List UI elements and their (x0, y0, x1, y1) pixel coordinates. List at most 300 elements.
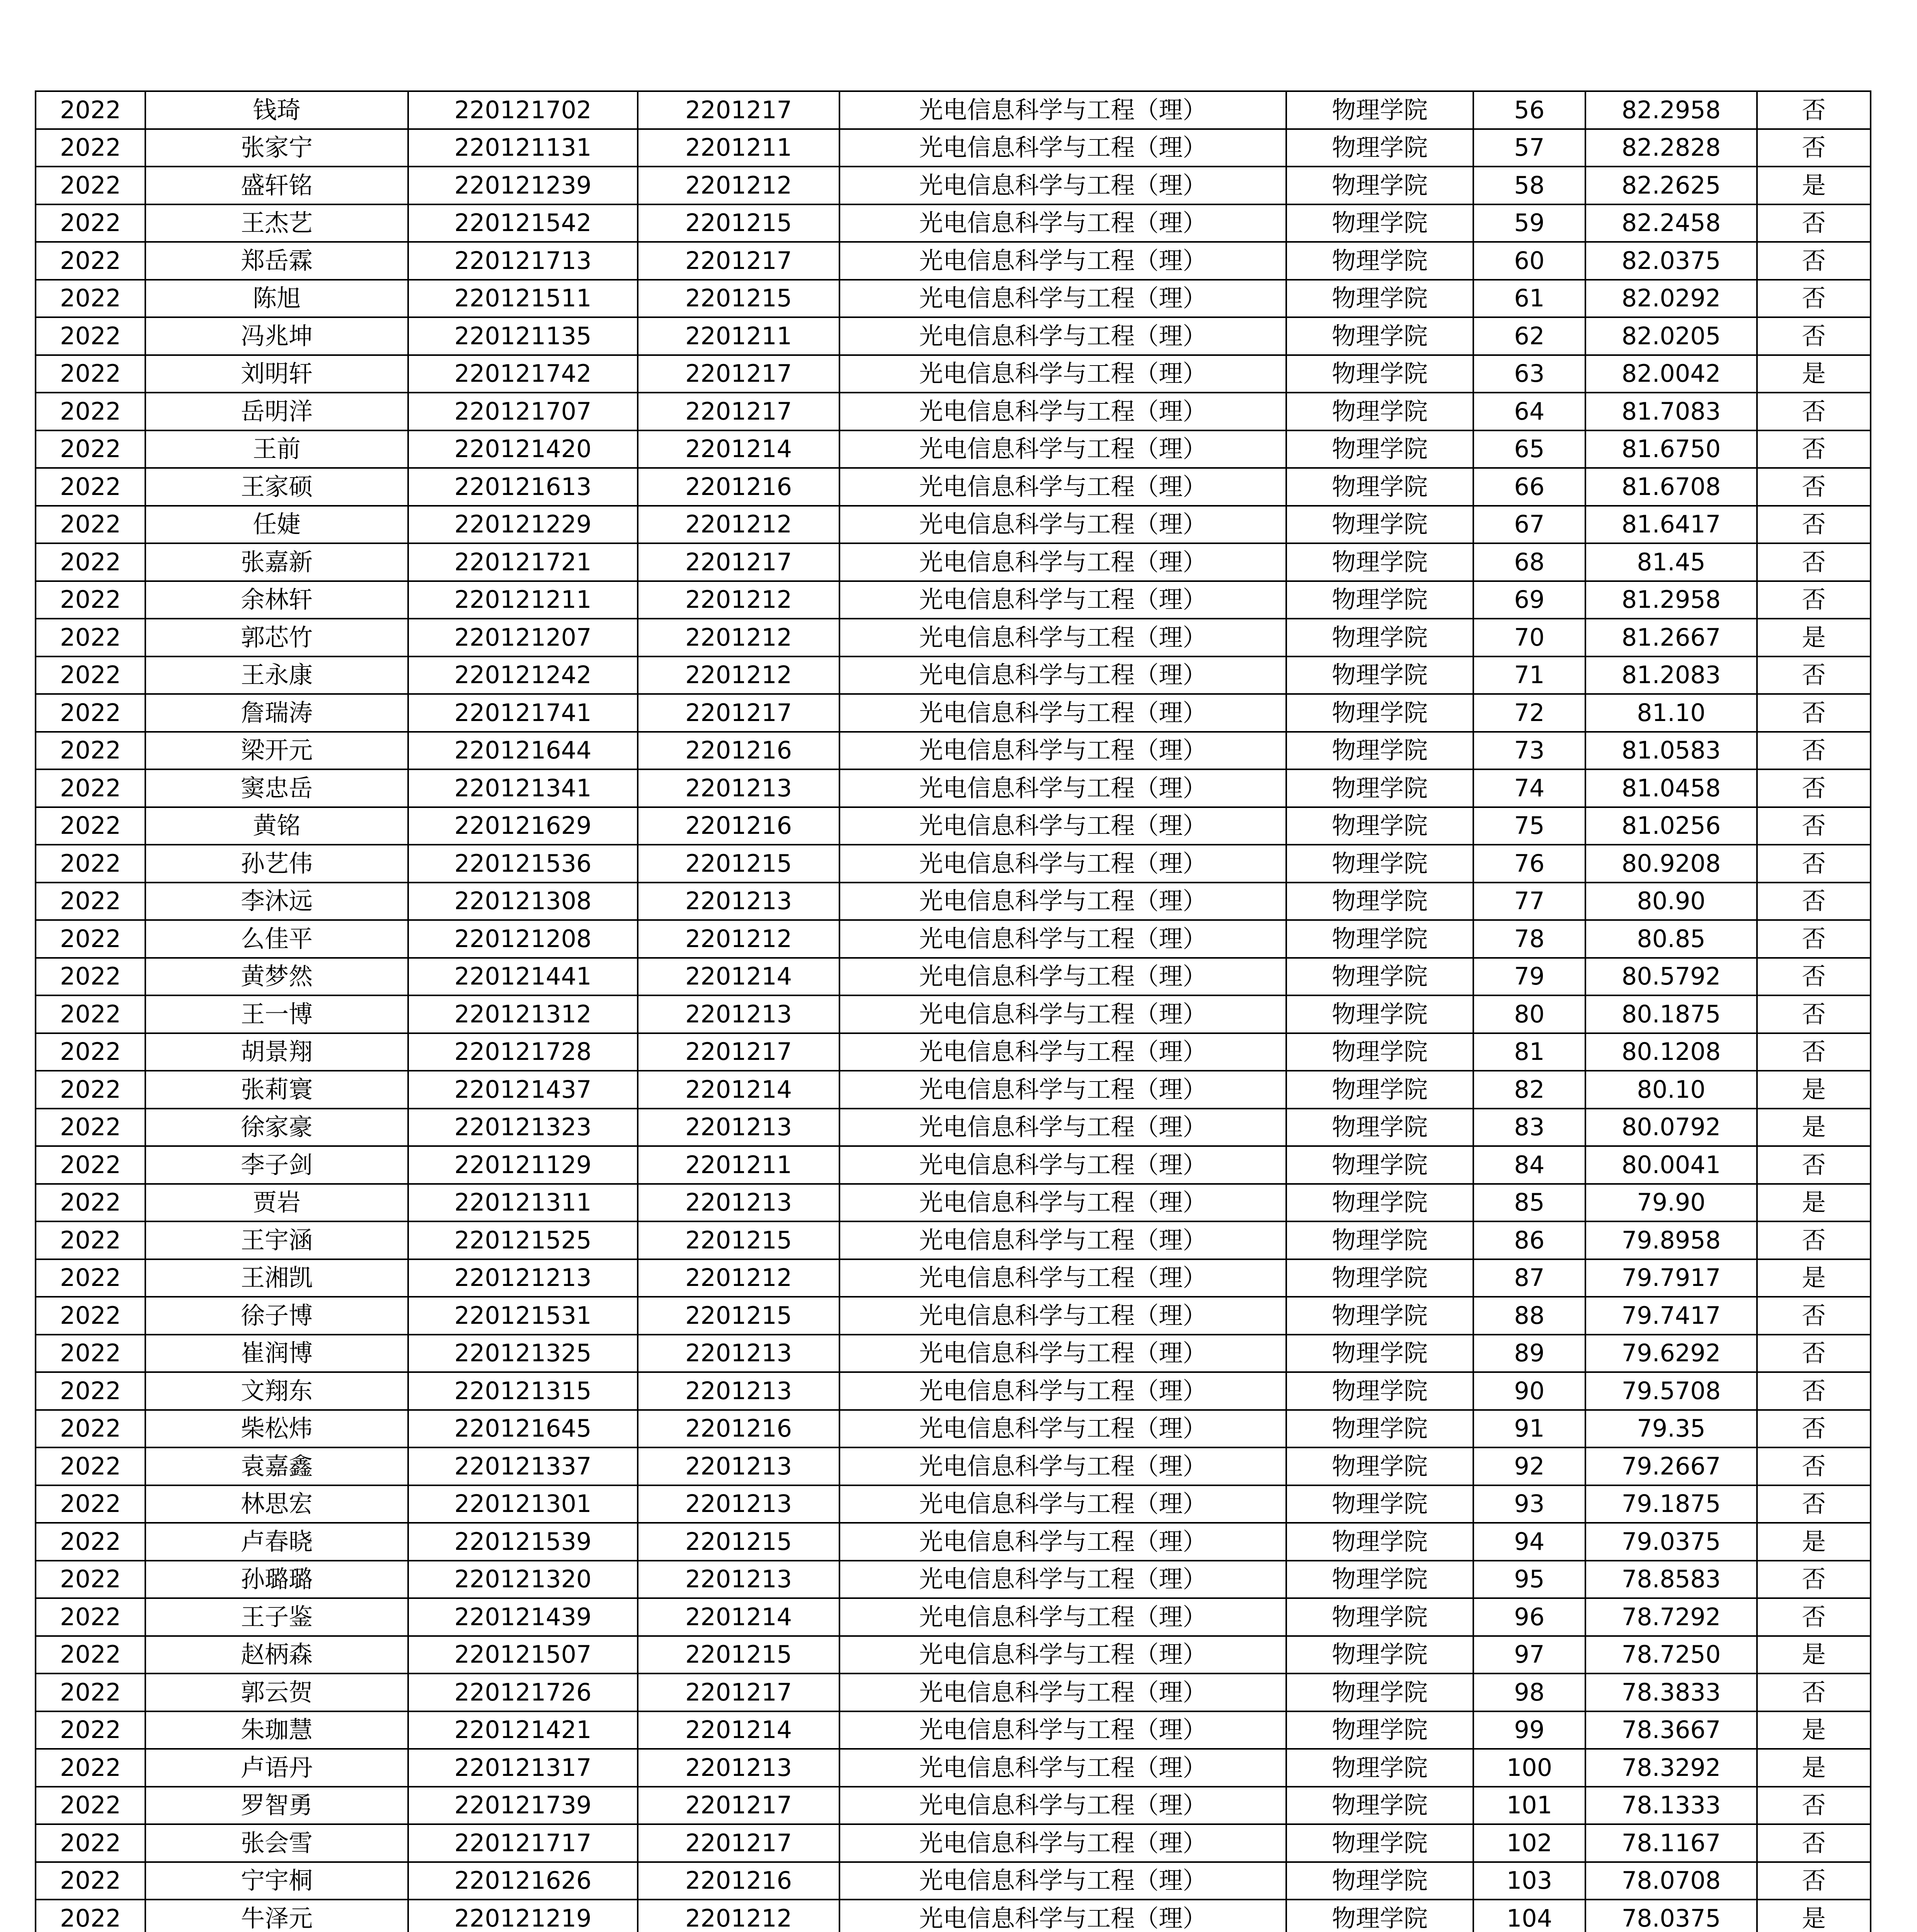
score-cell: 78.3667 (1585, 1711, 1757, 1749)
class-id-cell: 2201217 (638, 694, 839, 732)
year-cell: 2022 (36, 506, 145, 544)
year-cell: 2022 (36, 242, 145, 280)
year-cell: 2022 (36, 1184, 145, 1222)
rank-cell: 66 (1473, 468, 1585, 506)
table-row (36, 204, 1871, 242)
class-id-cell: 2201213 (638, 1561, 839, 1599)
score-cell: 80.1875 (1585, 995, 1757, 1033)
score-cell: 78.3833 (1585, 1673, 1757, 1711)
table-row (36, 1711, 1871, 1749)
student-id-cell: 220121129 (408, 1146, 638, 1184)
college-cell: 物理学院 (1286, 581, 1473, 619)
flag-cell: 否 (1757, 468, 1871, 506)
college-cell: 物理学院 (1286, 619, 1473, 656)
score-cell: 79.0375 (1585, 1523, 1757, 1561)
student-id-cell: 220121507 (408, 1636, 638, 1674)
score-cell: 82.0042 (1585, 355, 1757, 393)
score-cell: 78.7292 (1585, 1598, 1757, 1636)
flag-cell: 否 (1757, 1221, 1871, 1259)
name-cell: 黄梦然 (145, 958, 408, 996)
college-cell: 物理学院 (1286, 1146, 1473, 1184)
major-cell: 光电信息科学与工程（理） (839, 355, 1286, 393)
name-cell: 王湘凯 (145, 1259, 408, 1297)
score-cell: 82.2828 (1585, 129, 1757, 167)
year-cell: 2022 (36, 581, 145, 619)
student-id-cell: 220121311 (408, 1184, 638, 1222)
score-cell: 79.35 (1585, 1410, 1757, 1448)
flag-cell: 否 (1757, 1598, 1871, 1636)
flag-cell: 否 (1757, 1297, 1871, 1335)
score-cell: 80.0792 (1585, 1109, 1757, 1146)
college-cell: 物理学院 (1286, 242, 1473, 280)
score-cell: 81.6708 (1585, 468, 1757, 506)
flag-cell: 否 (1757, 204, 1871, 242)
score-cell: 81.6417 (1585, 506, 1757, 544)
class-id-cell: 2201216 (638, 1862, 839, 1900)
rank-cell: 80 (1473, 995, 1585, 1033)
student-id-cell: 220121742 (408, 355, 638, 393)
table-row (36, 1410, 1871, 1448)
class-id-cell: 2201217 (638, 393, 839, 430)
rank-cell: 78 (1473, 920, 1585, 958)
score-cell: 78.0375 (1585, 1900, 1757, 1932)
name-cell: 孙艺伟 (145, 845, 408, 883)
major-cell: 光电信息科学与工程（理） (839, 1787, 1286, 1825)
flag-cell: 否 (1757, 1335, 1871, 1372)
flag-cell: 是 (1757, 1184, 1871, 1222)
class-id-cell: 2201213 (638, 1335, 839, 1372)
ranking-table (35, 90, 1871, 1932)
name-cell: 张会雪 (145, 1824, 408, 1862)
student-id-cell: 220121629 (408, 807, 638, 845)
score-cell: 81.0458 (1585, 769, 1757, 807)
name-cell: 李沐远 (145, 883, 408, 920)
name-cell: 袁嘉鑫 (145, 1447, 408, 1485)
class-id-cell: 2201215 (638, 1297, 839, 1335)
table-row (36, 317, 1871, 355)
college-cell: 物理学院 (1286, 1561, 1473, 1599)
rank-cell: 75 (1473, 807, 1585, 845)
college-cell: 物理学院 (1286, 468, 1473, 506)
rank-cell: 62 (1473, 317, 1585, 355)
major-cell: 光电信息科学与工程（理） (839, 393, 1286, 430)
class-id-cell: 2201211 (638, 317, 839, 355)
rank-cell: 58 (1473, 167, 1585, 204)
major-cell: 光电信息科学与工程（理） (839, 1862, 1286, 1900)
rank-cell: 87 (1473, 1259, 1585, 1297)
college-cell: 物理学院 (1286, 355, 1473, 393)
name-cell: 岳明洋 (145, 393, 408, 430)
major-cell: 光电信息科学与工程（理） (839, 1033, 1286, 1071)
college-cell: 物理学院 (1286, 1900, 1473, 1932)
class-id-cell: 2201217 (638, 1673, 839, 1711)
score-cell: 79.90 (1585, 1184, 1757, 1222)
class-id-cell: 2201211 (638, 1146, 839, 1184)
name-cell: 贾岩 (145, 1184, 408, 1222)
college-cell: 物理学院 (1286, 1184, 1473, 1222)
class-id-cell: 2201212 (638, 656, 839, 694)
table-row (36, 1900, 1871, 1932)
score-cell: 79.7917 (1585, 1259, 1757, 1297)
score-cell: 78.1167 (1585, 1824, 1757, 1862)
rank-cell: 72 (1473, 694, 1585, 732)
college-cell: 物理学院 (1286, 506, 1473, 544)
name-cell: 张嘉新 (145, 543, 408, 581)
student-id-cell: 220121613 (408, 468, 638, 506)
student-id-cell: 220121229 (408, 506, 638, 544)
flag-cell: 否 (1757, 1787, 1871, 1825)
score-cell: 82.2458 (1585, 204, 1757, 242)
rank-cell: 59 (1473, 204, 1585, 242)
flag-cell: 否 (1757, 920, 1871, 958)
major-cell: 光电信息科学与工程（理） (839, 1184, 1286, 1222)
name-cell: 赵柄森 (145, 1636, 408, 1674)
year-cell: 2022 (36, 1335, 145, 1372)
table-row (36, 543, 1871, 581)
rank-cell: 71 (1473, 656, 1585, 694)
class-id-cell: 2201215 (638, 1636, 839, 1674)
year-cell: 2022 (36, 468, 145, 506)
major-cell: 光电信息科学与工程（理） (839, 1900, 1286, 1932)
table-row (36, 1561, 1871, 1599)
year-cell: 2022 (36, 91, 145, 129)
name-cell: 余林轩 (145, 581, 408, 619)
table-row (36, 1071, 1871, 1109)
flag-cell: 否 (1757, 506, 1871, 544)
year-cell: 2022 (36, 1033, 145, 1071)
rank-cell: 93 (1473, 1485, 1585, 1523)
name-cell: 徐家豪 (145, 1109, 408, 1146)
class-id-cell: 2201213 (638, 1372, 839, 1410)
flag-cell: 是 (1757, 1749, 1871, 1787)
college-cell: 物理学院 (1286, 1598, 1473, 1636)
score-cell: 81.45 (1585, 543, 1757, 581)
major-cell: 光电信息科学与工程（理） (839, 204, 1286, 242)
student-id-cell: 220121131 (408, 129, 638, 167)
name-cell: 徐子博 (145, 1297, 408, 1335)
year-cell: 2022 (36, 1410, 145, 1448)
name-cell: 张家宁 (145, 129, 408, 167)
rank-cell: 89 (1473, 1335, 1585, 1372)
flag-cell: 是 (1757, 1711, 1871, 1749)
table-row (36, 769, 1871, 807)
rank-cell: 97 (1473, 1636, 1585, 1674)
rank-cell: 91 (1473, 1410, 1585, 1448)
college-cell: 物理学院 (1286, 1485, 1473, 1523)
student-id-cell: 220121301 (408, 1485, 638, 1523)
class-id-cell: 2201212 (638, 506, 839, 544)
table-row (36, 656, 1871, 694)
college-cell: 物理学院 (1286, 393, 1473, 430)
college-cell: 物理学院 (1286, 1071, 1473, 1109)
year-cell: 2022 (36, 995, 145, 1033)
major-cell: 光电信息科学与工程（理） (839, 1824, 1286, 1862)
class-id-cell: 2201215 (638, 1221, 839, 1259)
flag-cell: 是 (1757, 1523, 1871, 1561)
class-id-cell: 2201217 (638, 91, 839, 129)
college-cell: 物理学院 (1286, 694, 1473, 732)
class-id-cell: 2201216 (638, 468, 839, 506)
name-cell: 陈旭 (145, 280, 408, 318)
student-id-cell: 220121726 (408, 1673, 638, 1711)
college-cell: 物理学院 (1286, 1711, 1473, 1749)
table-row (36, 1372, 1871, 1410)
name-cell: 牛泽元 (145, 1900, 408, 1932)
table-row (36, 883, 1871, 920)
rank-cell: 98 (1473, 1673, 1585, 1711)
year-cell: 2022 (36, 1561, 145, 1599)
class-id-cell: 2201214 (638, 958, 839, 996)
major-cell: 光电信息科学与工程（理） (839, 1372, 1286, 1410)
rank-cell: 100 (1473, 1749, 1585, 1787)
year-cell: 2022 (36, 1221, 145, 1259)
student-id-cell: 220121208 (408, 920, 638, 958)
major-cell: 光电信息科学与工程（理） (839, 732, 1286, 770)
major-cell: 光电信息科学与工程（理） (839, 1523, 1286, 1561)
year-cell: 2022 (36, 1485, 145, 1523)
year-cell: 2022 (36, 1787, 145, 1825)
year-cell: 2022 (36, 1259, 145, 1297)
student-id-cell: 220121315 (408, 1372, 638, 1410)
year-cell: 2022 (36, 883, 145, 920)
year-cell: 2022 (36, 393, 145, 430)
rank-cell: 65 (1473, 430, 1585, 468)
year-cell: 2022 (36, 1071, 145, 1109)
table-row (36, 1447, 1871, 1485)
major-cell: 光电信息科学与工程（理） (839, 995, 1286, 1033)
year-cell: 2022 (36, 958, 145, 996)
name-cell: 朱珈慧 (145, 1711, 408, 1749)
rank-cell: 74 (1473, 769, 1585, 807)
college-cell: 物理学院 (1286, 167, 1473, 204)
college-cell: 物理学院 (1286, 1749, 1473, 1787)
score-cell: 78.1333 (1585, 1787, 1757, 1825)
year-cell: 2022 (36, 355, 145, 393)
college-cell: 物理学院 (1286, 883, 1473, 920)
major-cell: 光电信息科学与工程（理） (839, 468, 1286, 506)
class-id-cell: 2201216 (638, 732, 839, 770)
class-id-cell: 2201217 (638, 543, 839, 581)
major-cell: 光电信息科学与工程（理） (839, 694, 1286, 732)
table-row (36, 1033, 1871, 1071)
major-cell: 光电信息科学与工程（理） (839, 1146, 1286, 1184)
score-cell: 82.2625 (1585, 167, 1757, 204)
class-id-cell: 2201217 (638, 1033, 839, 1071)
rank-cell: 79 (1473, 958, 1585, 996)
score-cell: 81.10 (1585, 694, 1757, 732)
table-row (36, 1636, 1871, 1674)
student-id-cell: 220121341 (408, 769, 638, 807)
rank-cell: 81 (1473, 1033, 1585, 1071)
rank-cell: 82 (1473, 1071, 1585, 1109)
flag-cell: 否 (1757, 769, 1871, 807)
college-cell: 物理学院 (1286, 543, 1473, 581)
college-cell: 物理学院 (1286, 1523, 1473, 1561)
flag-cell: 否 (1757, 1824, 1871, 1862)
name-cell: 孙璐璐 (145, 1561, 408, 1599)
score-cell: 79.8958 (1585, 1221, 1757, 1259)
student-id-cell: 220121207 (408, 619, 638, 656)
flag-cell: 是 (1757, 619, 1871, 656)
college-cell: 物理学院 (1286, 129, 1473, 167)
student-id-cell: 220121728 (408, 1033, 638, 1071)
name-cell: 胡景翔 (145, 1033, 408, 1071)
year-cell: 2022 (36, 1673, 145, 1711)
name-cell: 王一博 (145, 995, 408, 1033)
year-cell: 2022 (36, 1749, 145, 1787)
student-id-cell: 220121211 (408, 581, 638, 619)
table-row (36, 581, 1871, 619)
name-cell: 郭芯竹 (145, 619, 408, 656)
class-id-cell: 2201215 (638, 280, 839, 318)
class-id-cell: 2201216 (638, 1410, 839, 1448)
class-id-cell: 2201211 (638, 129, 839, 167)
college-cell: 物理学院 (1286, 1033, 1473, 1071)
student-id-cell: 220121644 (408, 732, 638, 770)
student-id-cell: 220121308 (408, 883, 638, 920)
class-id-cell: 2201214 (638, 1711, 839, 1749)
score-cell: 80.5792 (1585, 958, 1757, 996)
student-id-cell: 220121312 (408, 995, 638, 1033)
student-id-cell: 220121337 (408, 1447, 638, 1485)
score-cell: 79.7417 (1585, 1297, 1757, 1335)
year-cell: 2022 (36, 317, 145, 355)
table-body (36, 91, 1871, 1932)
name-cell: 卢春晓 (145, 1523, 408, 1561)
rank-cell: 56 (1473, 91, 1585, 129)
score-cell: 82.0205 (1585, 317, 1757, 355)
name-cell: 王子鉴 (145, 1598, 408, 1636)
name-cell: 刘明轩 (145, 355, 408, 393)
major-cell: 光电信息科学与工程（理） (839, 619, 1286, 656)
table-row (36, 1673, 1871, 1711)
rank-cell: 61 (1473, 280, 1585, 318)
flag-cell: 否 (1757, 543, 1871, 581)
student-id-cell: 220121239 (408, 167, 638, 204)
year-cell: 2022 (36, 1900, 145, 1932)
name-cell: 文翔东 (145, 1372, 408, 1410)
college-cell: 物理学院 (1286, 280, 1473, 318)
rank-cell: 60 (1473, 242, 1585, 280)
table-row (36, 619, 1871, 656)
score-cell: 78.8583 (1585, 1561, 1757, 1599)
year-cell: 2022 (36, 1636, 145, 1674)
class-id-cell: 2201215 (638, 1523, 839, 1561)
year-cell: 2022 (36, 1109, 145, 1146)
student-id-cell: 220121320 (408, 1561, 638, 1599)
flag-cell: 否 (1757, 280, 1871, 318)
rank-cell: 88 (1473, 1297, 1585, 1335)
flag-cell: 否 (1757, 958, 1871, 996)
rank-cell: 69 (1473, 581, 1585, 619)
flag-cell: 是 (1757, 1109, 1871, 1146)
table-row (36, 845, 1871, 883)
student-id-cell: 220121542 (408, 204, 638, 242)
year-cell: 2022 (36, 1598, 145, 1636)
flag-cell: 否 (1757, 1146, 1871, 1184)
year-cell: 2022 (36, 543, 145, 581)
name-cell: 林思宏 (145, 1485, 408, 1523)
year-cell: 2022 (36, 769, 145, 807)
score-cell: 78.0708 (1585, 1862, 1757, 1900)
flag-cell: 是 (1757, 1900, 1871, 1932)
major-cell: 光电信息科学与工程（理） (839, 1071, 1286, 1109)
table-row (36, 1146, 1871, 1184)
college-cell: 物理学院 (1286, 1335, 1473, 1372)
score-cell: 82.2958 (1585, 91, 1757, 129)
table-row (36, 1297, 1871, 1335)
college-cell: 物理学院 (1286, 1824, 1473, 1862)
score-cell: 80.10 (1585, 1071, 1757, 1109)
college-cell: 物理学院 (1286, 1673, 1473, 1711)
year-cell: 2022 (36, 1711, 145, 1749)
score-cell: 79.1875 (1585, 1485, 1757, 1523)
year-cell: 2022 (36, 694, 145, 732)
score-cell: 81.0583 (1585, 732, 1757, 770)
name-cell: 钱琦 (145, 91, 408, 129)
table-row (36, 995, 1871, 1033)
flag-cell: 否 (1757, 317, 1871, 355)
student-id-cell: 220121242 (408, 656, 638, 694)
flag-cell: 否 (1757, 129, 1871, 167)
flag-cell: 否 (1757, 883, 1871, 920)
student-id-cell: 220121531 (408, 1297, 638, 1335)
class-id-cell: 2201217 (638, 355, 839, 393)
major-cell: 光电信息科学与工程（理） (839, 1410, 1286, 1448)
rank-cell: 84 (1473, 1146, 1585, 1184)
rank-cell: 73 (1473, 732, 1585, 770)
year-cell: 2022 (36, 732, 145, 770)
rank-cell: 83 (1473, 1109, 1585, 1146)
college-cell: 物理学院 (1286, 1862, 1473, 1900)
student-id-cell: 220121421 (408, 1711, 638, 1749)
table-row (36, 1749, 1871, 1787)
class-id-cell: 2201213 (638, 1447, 839, 1485)
major-cell: 光电信息科学与工程（理） (839, 317, 1286, 355)
table-row (36, 355, 1871, 393)
student-id-cell: 220121437 (408, 1071, 638, 1109)
score-cell: 79.5708 (1585, 1372, 1757, 1410)
college-cell: 物理学院 (1286, 1221, 1473, 1259)
class-id-cell: 2201212 (638, 1259, 839, 1297)
table-row (36, 1824, 1871, 1862)
class-id-cell: 2201212 (638, 581, 839, 619)
major-cell: 光电信息科学与工程（理） (839, 1598, 1286, 1636)
student-id-cell: 220121317 (408, 1749, 638, 1787)
score-cell: 81.6750 (1585, 430, 1757, 468)
flag-cell: 否 (1757, 656, 1871, 694)
flag-cell: 否 (1757, 430, 1871, 468)
major-cell: 光电信息科学与工程（理） (839, 1636, 1286, 1674)
year-cell: 2022 (36, 280, 145, 318)
student-id-cell: 220121702 (408, 91, 638, 129)
college-cell: 物理学院 (1286, 995, 1473, 1033)
name-cell: 盛轩铭 (145, 167, 408, 204)
name-cell: 李子剑 (145, 1146, 408, 1184)
student-id-cell: 220121741 (408, 694, 638, 732)
score-cell: 79.2667 (1585, 1447, 1757, 1485)
rank-cell: 94 (1473, 1523, 1585, 1561)
student-id-cell: 220121511 (408, 280, 638, 318)
major-cell: 光电信息科学与工程（理） (839, 1109, 1286, 1146)
major-cell: 光电信息科学与工程（理） (839, 1749, 1286, 1787)
rank-cell: 57 (1473, 129, 1585, 167)
major-cell: 光电信息科学与工程（理） (839, 280, 1286, 318)
college-cell: 物理学院 (1286, 920, 1473, 958)
name-cell: 王永康 (145, 656, 408, 694)
name-cell: 宁宇桐 (145, 1862, 408, 1900)
class-id-cell: 2201212 (638, 1900, 839, 1932)
